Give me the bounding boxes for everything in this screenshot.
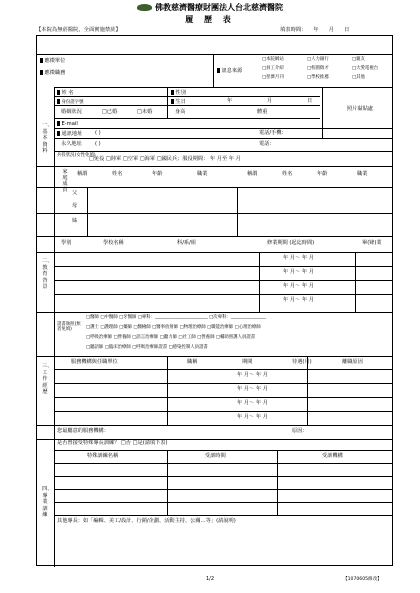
org-title: 佛教慈濟醫療財團法人台北慈濟醫院 (155, 2, 283, 12)
id-number-label: 身份證字號 (57, 99, 83, 105)
info-source-option[interactable]: □學校推薦 (307, 75, 329, 80)
work-col: 離職原因 (342, 359, 363, 365)
edu-period: 年 月～ 年 月 (283, 283, 314, 289)
preferred-reason-label: 原因： (292, 428, 308, 434)
training-col: 特殊訓練名稱 (87, 453, 119, 459)
family-col: 年齡 (152, 171, 163, 177)
hospital-logo-icon (137, 4, 152, 11)
info-source-option[interactable]: □本院網站 (262, 57, 284, 62)
work-col: 待遇(月) (292, 359, 312, 365)
military-options[interactable]: □免役 □陸軍 □空軍 □海軍 □國民兵；服役期間： 年 月至 年 月 (89, 156, 241, 162)
page-number: 1/2 (205, 576, 215, 582)
work-period: 年 月～ 年 月 (237, 400, 268, 406)
family-col: 職業 (197, 171, 208, 177)
phone-label: 電話/手機： (259, 130, 287, 136)
work-period: 年 月～ 年 月 (237, 386, 268, 392)
single-checkbox[interactable]: □未婚 (137, 109, 153, 115)
family-col: 姓名 (112, 171, 123, 177)
work-col: 服務機構與任職單位 (71, 359, 118, 365)
training-col: 受訓時間 (205, 453, 226, 459)
preferred-institution-label: 您最屬意的服務機構： (57, 428, 109, 434)
info-source-option[interactable]: □親友 (352, 57, 365, 62)
family-label: 家庭成員 (62, 169, 68, 193)
address-area-code: ( ) (95, 130, 101, 136)
phone2-label: 電話： (259, 141, 275, 147)
edu-col: 修業期間 (起迄時間) (267, 240, 315, 246)
license-options[interactable]: □護士 □護理師 □藥師 □醫檢師 □醫事放射師 □物理治療師 □職能治療師 □心理治療師 (86, 325, 261, 330)
work-col: 職稱 (187, 359, 198, 365)
fill-date-label: 填表時間： 年 月 日 (280, 27, 350, 33)
edu-col: 學別 (61, 240, 72, 246)
work-period: 年 月～ 年 月 (237, 414, 268, 420)
family-col: 稱謂 (247, 171, 258, 177)
family-col: 職業 (357, 171, 368, 177)
birth-label: 生日 (171, 99, 186, 106)
license-options[interactable]: □醫師 □中醫師 □牙醫師 □專科：________________________ □次專科：________________ (86, 315, 266, 320)
info-source-label: 訊息來源 (217, 68, 242, 75)
section3-title: 三、工作經歷 (42, 363, 53, 396)
resume-form (36, 35, 393, 566)
info-source-option[interactable]: □慈濟月刊 (262, 75, 284, 80)
edu-period: 年 月～ 年 月 (283, 269, 314, 275)
birth-month-label: 月 (267, 98, 273, 104)
photo-placeholder: 照片黏貼處 (347, 106, 373, 112)
edu-period: 年 月～ 年 月 (283, 255, 314, 261)
address-label: 通訊地址 (57, 131, 82, 138)
married-checkbox[interactable]: □已婚 (102, 109, 118, 115)
info-source-option[interactable]: □其他 (352, 75, 365, 80)
work-col: 期間 (242, 359, 253, 365)
license-label: 證書執照(無者免填) (57, 322, 81, 333)
birth-day-label: 日 (307, 98, 313, 104)
license-options[interactable]: □聽語師 □臨床治療師 □呼吸治療師證書 □感染控制人員證書 (86, 345, 208, 350)
gender-label: 性別 (171, 90, 186, 97)
relation-father: 父 (72, 190, 78, 196)
military-label: 兵役狀況(女性免填) (57, 153, 96, 158)
smoke-free-notice: 【本院為無菸醫院，全面實施禁菸】 (36, 27, 121, 33)
perm-address-label: 永久地址 (61, 141, 82, 147)
section4-title: 四、專業訓練 (42, 486, 53, 519)
weight-label: 體重 (257, 109, 268, 115)
birth-year-label: 年 (227, 98, 233, 104)
edu-col: 畢(肄)業 (362, 240, 382, 246)
perm-area-code: ( ) (95, 141, 101, 147)
relation-mother: 母 (72, 203, 78, 209)
edu-period: 年 月～ 年 月 (283, 297, 314, 303)
applied-position-label: 應徵職務 (40, 70, 65, 77)
form-version: 【1070605修改】 (343, 577, 382, 582)
other-skills-label: 其他專長：如「編輯、美工/設計、行銷/企劃、活動主持、公關…等」(請說明) (57, 518, 236, 524)
section1-title: 一、基本資料 (42, 122, 53, 155)
training-col: 受訓機構 (322, 453, 343, 459)
info-source-option[interactable]: □大愛電視台 (352, 66, 379, 71)
applied-dept-label: 應徵單位 (40, 58, 65, 65)
marital-label: 婚姻狀況 (61, 109, 82, 115)
family-col: 姓名 (282, 171, 293, 177)
edu-col: 科/系/組 (177, 240, 197, 246)
height-label: 身高 (175, 109, 186, 115)
form-title: 履 歷 表 (185, 14, 235, 24)
info-source-option[interactable]: □人力銀行 (307, 57, 329, 62)
section2-title: 二、教育背景 (42, 258, 53, 291)
name-label: 姓 名 (57, 90, 74, 97)
license-options[interactable]: □呼吸治療師 □營養師 □語言治療師 □聽力師 □社工師 □營養師 □輔助照護人員證書 (86, 335, 256, 340)
work-period: 年 月～ 年 月 (237, 372, 268, 378)
info-source-option[interactable]: □員工介紹 (262, 66, 284, 71)
edu-col: 學校名稱 (103, 240, 124, 246)
email-label: E-mail (57, 121, 78, 128)
info-source-option[interactable]: □校園徵才 (307, 66, 329, 71)
family-col: 年齡 (317, 171, 328, 177)
relation-sister: 姊 (72, 218, 78, 224)
family-col: 稱謂 (77, 171, 88, 177)
training-question[interactable]: 是否曾接受特殊專長訓練？ □否 □是(請填下表) (57, 440, 168, 446)
